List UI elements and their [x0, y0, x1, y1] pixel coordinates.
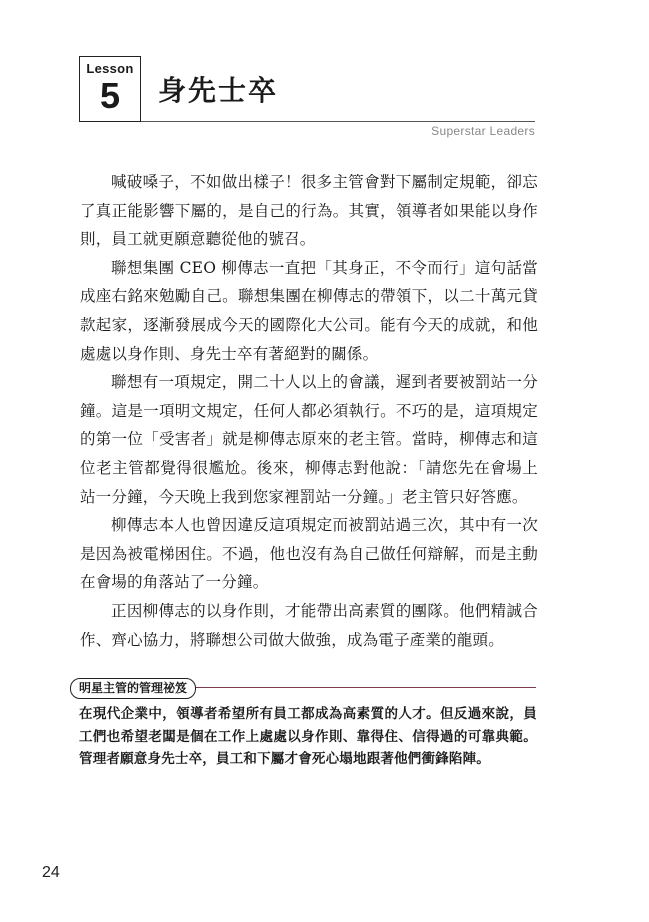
- title-divider: [141, 121, 535, 122]
- lesson-word: Lesson: [86, 61, 134, 76]
- paragraph-2: 聯想集團 CEO 柳傳志一直把「其身正，不令而行」這句話當成座右銘來勉勵自己。聯想集團在柳傳志的帶領下，以二十萬元貸款起家，逐漸發展成今天的國際化大公司。能有今天的成就，和他處處以身作則、身先士卒有著絕對的關係。: [80, 258, 538, 363]
- lesson-number: 5: [99, 75, 121, 116]
- tip-label: 明星主管的管理祕笈: [70, 678, 196, 699]
- page-number: 24: [42, 864, 60, 881]
- tip-header: [70, 678, 536, 698]
- lesson-title: 身先士卒: [158, 74, 279, 107]
- paragraph-3: 聯想有一項規定，開二十人以上的會議，遲到者要被罰站一分鐘。這是一項明文規定，任何人都必須執行。不巧的是，這項規定的第一位「受害者」就是柳傳志原來的老主管。當時，柳傳志和這位老主管都覺得很尷尬。後來，柳傳志對他說：「請您先在會場上站一分鐘，今天晚上我到您家裡罰站一分鐘。」老主管只好答應。: [80, 373, 538, 506]
- paragraph-5: 正因柳傳志的以身作則，才能帶出高素質的團隊。他們精誠合作、齊心協力，將聯想公司做大做強，成為電子產業的龍頭。: [80, 601, 538, 649]
- lesson-badge: [79, 56, 141, 122]
- paragraph-1: 喊破嗓子，不如做出樣子！很多主管會對下屬制定規範，卻忘了真正能影響下屬的，是自己的行為。其實，領導者如果能以身作則，員工就更願意聽從他的號召。: [80, 173, 538, 249]
- paragraph-4: 柳傳志本人也曾因違反這項規定而被罰站過三次，其中有一次是因為被電梯困住。不過，他也沒有為自己做任何辯解，而是主動在會場的角落站了一分鐘。: [80, 516, 538, 592]
- body-text: [80, 168, 538, 654]
- series-label: Superstar Leaders: [431, 124, 535, 138]
- tip-text: 在現代企業中，領導者希望所有員工都成為高素質的人才。但反過來說，員工們也希望老闆是個在工作上處處以身作則、靠得住、信得過的可靠典範。管理者願意身先士卒，員工和下屬才會死心塌地跟著他們衝鋒陷陣。: [79, 706, 537, 767]
